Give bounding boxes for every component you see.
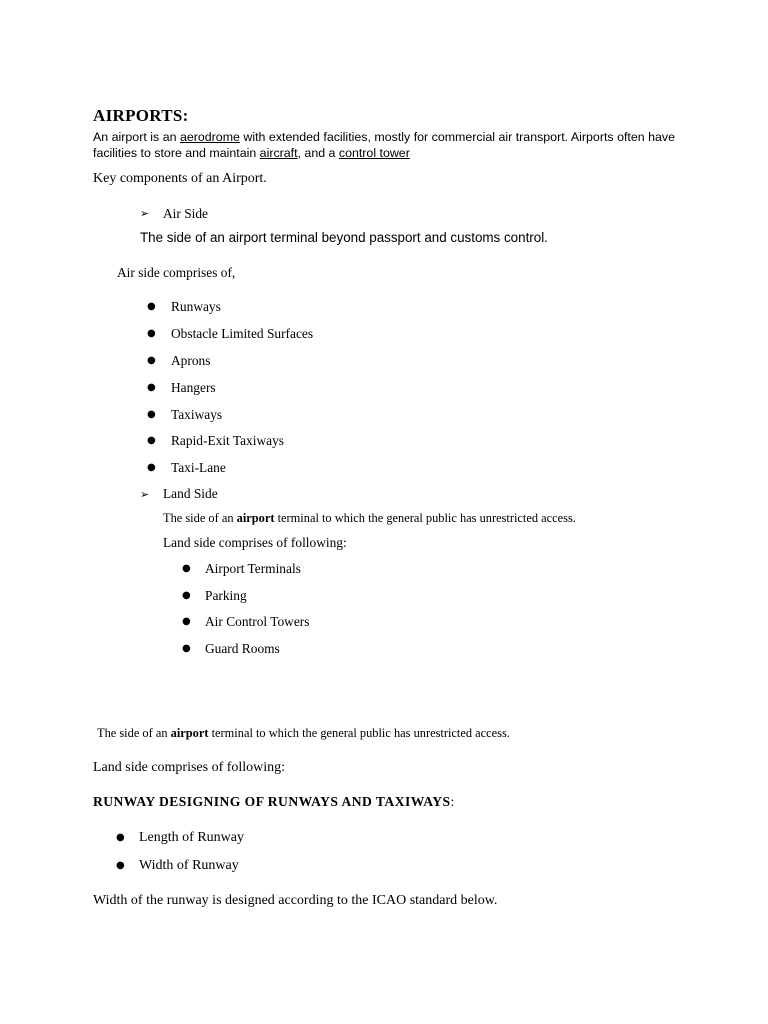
aircraft-link[interactable]: aircraft — [259, 146, 298, 160]
bullet-icon: ● — [116, 832, 125, 843]
list-item: Obstacle Limited Surfaces — [171, 326, 314, 341]
bullet-icon: ● — [147, 328, 156, 339]
list-item: Aprons — [171, 353, 211, 368]
bullet-icon: ● — [182, 643, 191, 654]
land-side-desc-pre: The side of an — [163, 511, 237, 525]
list-item: Guard Rooms — [205, 641, 280, 656]
list-item: Taxi-Lane — [171, 460, 226, 475]
air-side-comprises: Air side comprises of, — [117, 265, 236, 280]
repeat-comprises: Land side comprises of following: — [93, 760, 286, 775]
runway-section-heading — [93, 794, 455, 810]
intro-text-3: , and a — [297, 146, 339, 160]
intro-paragraph — [93, 129, 675, 161]
list-item: Runways — [171, 299, 221, 314]
bullet-icon: ● — [147, 355, 156, 366]
intro-text-1: An airport is an — [93, 130, 180, 144]
runway-heading-colon: : — [450, 794, 455, 809]
bullet-icon: ● — [147, 301, 156, 312]
repeat-description — [97, 726, 510, 741]
bullet-icon: ● — [182, 563, 191, 574]
land-side-comprises: Land side comprises of following: — [163, 535, 347, 550]
air-side-heading: Air Side — [163, 206, 209, 221]
land-side-heading: Land Side — [163, 486, 218, 501]
land-side-desc-post: terminal to which the general public has unrestricted access. — [274, 511, 576, 525]
list-item: Rapid-Exit Taxiways — [171, 433, 284, 448]
runway-closing-line: Width of the runway is designed according to the ICAO standard below. — [93, 893, 498, 908]
bullet-icon: ● — [147, 435, 156, 446]
list-item: Air Control Towers — [205, 614, 310, 629]
land-side-desc-bold: airport — [236, 511, 275, 525]
list-item: Parking — [205, 588, 247, 603]
repeat-desc-pre: The side of an — [97, 726, 171, 740]
runway-heading-text: RUNWAY DESIGNING OF RUNWAYS AND TAXIWAYS — [93, 794, 451, 809]
arrow-bullet-icon: ➢ — [140, 488, 150, 501]
list-item: Taxiways — [171, 407, 223, 422]
arrow-bullet-icon: ➢ — [140, 207, 150, 220]
repeat-desc-post: terminal to which the general public has unrestricted access. — [208, 726, 510, 740]
control-tower-link[interactable]: control tower — [338, 146, 410, 160]
aerodrome-link[interactable]: aerodrome — [179, 130, 240, 144]
bullet-icon: ● — [182, 590, 191, 601]
page-title: AIRPORTS: — [93, 106, 189, 125]
repeat-desc-bold: airport — [170, 726, 209, 740]
bullet-icon: ● — [147, 409, 156, 420]
list-item: Length of Runway — [139, 830, 244, 845]
list-item: Width of Runway — [139, 858, 239, 873]
bullet-icon: ● — [147, 382, 156, 393]
intro-text-2: with extended facilities, mostly for commercial air transport. Airports often have facilities to store and maintain — [93, 130, 675, 160]
bullet-icon: ● — [116, 860, 125, 871]
key-components-line: Key components of an Airport. — [93, 171, 267, 186]
land-side-description — [163, 511, 576, 526]
bullet-icon: ● — [147, 462, 156, 473]
list-item: Hangers — [171, 380, 216, 395]
list-item: Airport Terminals — [205, 561, 301, 576]
air-side-description: The side of an airport terminal beyond passport and customs control. — [140, 230, 548, 245]
bullet-icon: ● — [182, 616, 191, 627]
